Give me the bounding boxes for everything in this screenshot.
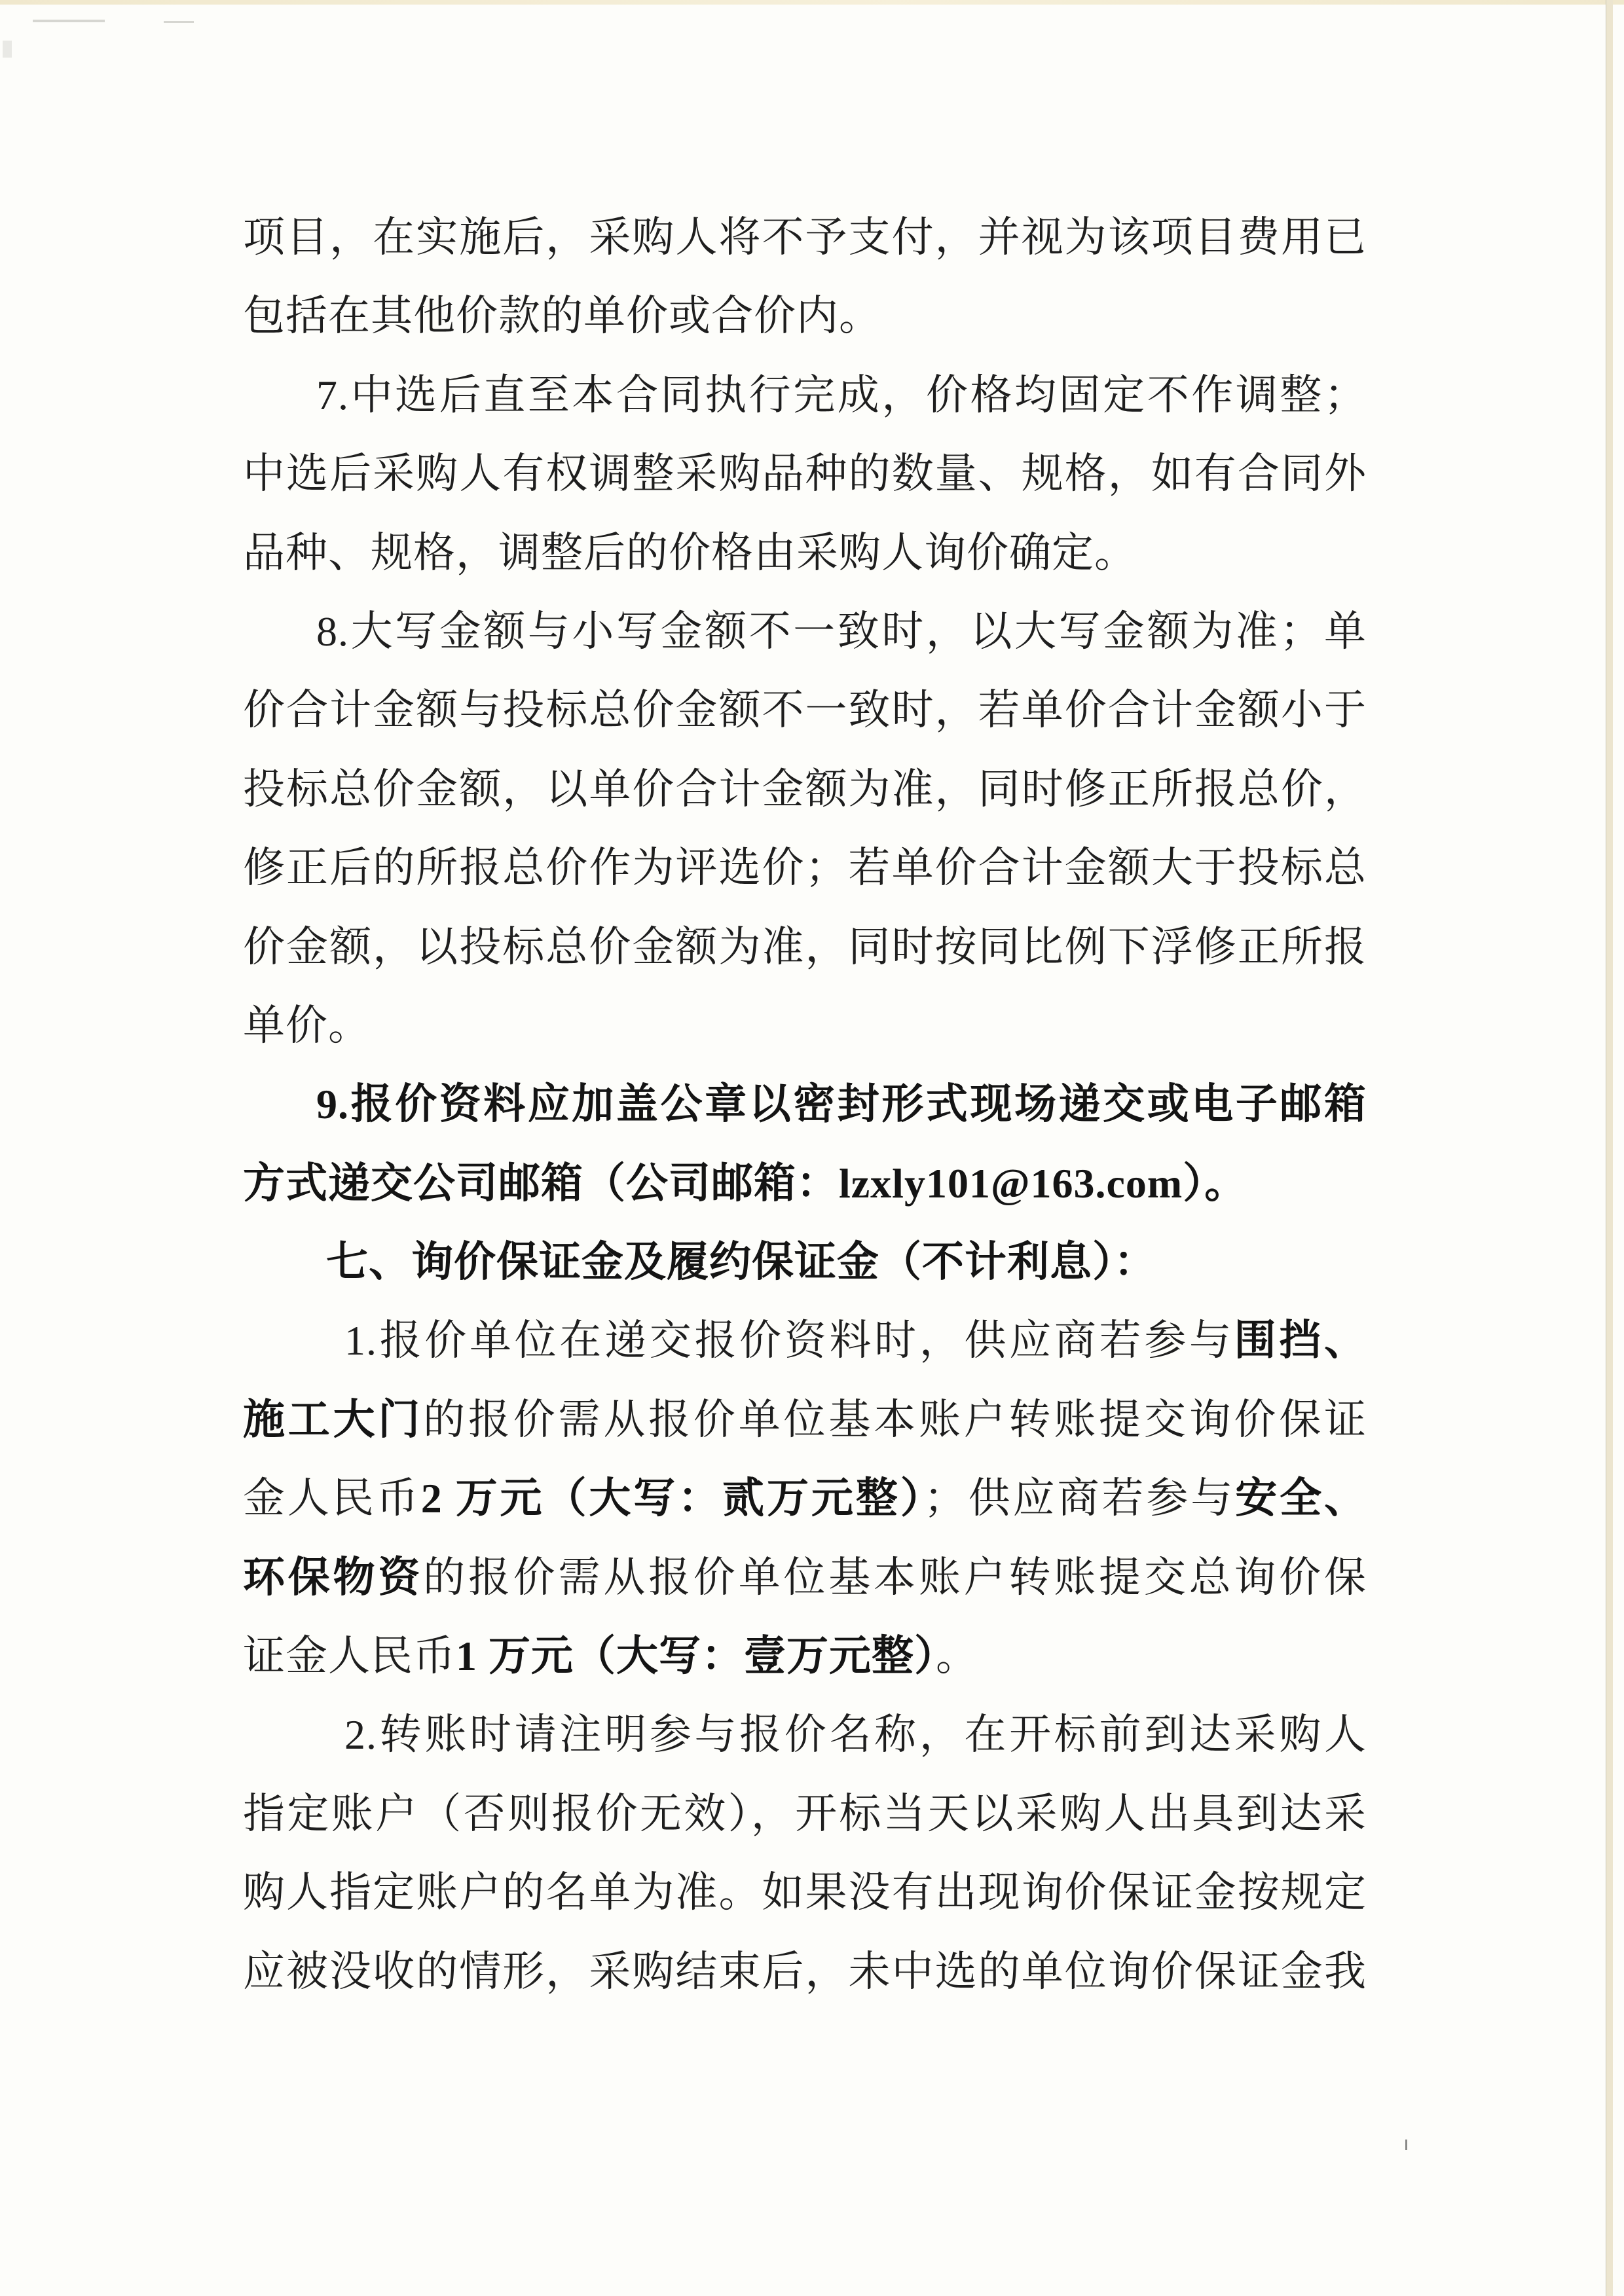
bold-text-run: 9.报价资料应加盖公章以密封形式现场递交或电子邮箱 [316, 1081, 1367, 1128]
document-line [243, 1459, 1367, 1538]
document-line [243, 435, 1367, 513]
text-run: ；供应商若参与 [923, 1475, 1236, 1522]
document-line [243, 1933, 1367, 2011]
text-run: 包括在其他价款的单价或合价内。 [243, 293, 881, 340]
text-run: 8.大写金额与小写金额不一致时，以大写金额为准；单 [316, 608, 1367, 655]
document-line [243, 908, 1367, 987]
bold-text-run: 环保物资 [243, 1554, 424, 1601]
text-run: 中选后采购人有权调整采购品种的数量、规格，如有合同外 [243, 450, 1367, 498]
document-line [243, 671, 1367, 750]
text-run: 指定账户（否则报价无效），开标当天以采购人出具到达采 [243, 1790, 1367, 1837]
text-run: 项目，在实施后，采购人将不予支付，并视为该项目费用已 [243, 214, 1367, 261]
text-run: 价合计金额与投标总价金额不一致时，若单价合计金额小于 [243, 687, 1367, 734]
bold-text-run: 方式递交公司邮箱（公司邮箱：lzxly101@163.com）。 [243, 1159, 1247, 1207]
text-run: 金人民币 [243, 1475, 421, 1522]
document-line [243, 1144, 1367, 1223]
bold-text-run: 围挡、 [1234, 1317, 1367, 1364]
document-line [243, 277, 1367, 355]
text-run: 的报价需从报价单位基本账户转账提交总询价保 [423, 1554, 1367, 1601]
scan-right-edge-artifact [1606, 0, 1613, 2296]
document-line [243, 198, 1367, 277]
document-line [243, 1539, 1367, 1617]
scan-speck [33, 20, 105, 22]
bold-text-run: 安全、 [1235, 1475, 1367, 1522]
text-run: 证金人民币 [243, 1633, 456, 1680]
document-line [243, 1853, 1367, 1932]
document-line [243, 987, 1367, 1065]
document-line [243, 592, 1367, 671]
bold-text-run: 施工大门 [243, 1396, 424, 1443]
text-run: 1.报价单位在递交报价资料时，供应商若参与 [344, 1317, 1234, 1364]
scan-speck [1405, 2140, 1407, 2150]
document-line [243, 514, 1367, 592]
text-run: 单价。 [243, 1002, 371, 1049]
bold-text-run: 七、询价保证金及履约保证金（不计利息）： [326, 1239, 1156, 1286]
text-run: 购人指定账户的名单为准。如果没有出现询价保证金按规定 [243, 1869, 1367, 1916]
scan-speck [3, 41, 12, 58]
text-run: 2.转账时请注明参与报价名称，在开标前到达采购人 [344, 1711, 1367, 1758]
document-line [243, 1617, 1367, 1696]
bold-text-run: 1 万元（大写：壹万元整） [456, 1633, 936, 1680]
document-line [243, 1302, 1367, 1380]
text-run: 价金额，以投标总价金额为准，同时按同比例下浮修正所报 [243, 923, 1367, 970]
document-line [243, 1065, 1367, 1144]
text-run: 修正后的所报总价作为评选价；若单价合计金额大于投标总 [243, 845, 1367, 892]
document-body [243, 198, 1367, 2011]
document-line [243, 750, 1367, 829]
document-line [243, 1775, 1367, 1853]
document-line [243, 356, 1367, 435]
document-line [243, 1223, 1367, 1302]
text-run: 的报价需从报价单位基本账户转账提交询价保证 [423, 1396, 1367, 1443]
document-line [243, 1696, 1367, 1774]
text-run: 7.中选后直至本合同执行完成，价格均固定不作调整； [316, 371, 1367, 418]
scan-speck [164, 21, 194, 23]
text-run: 应被没收的情形，采购结束后，未中选的单位询价保证金我 [243, 1948, 1367, 1995]
bold-text-run: 2 万元（大写：贰万元整） [420, 1475, 924, 1522]
text-run: 。 [936, 1633, 978, 1680]
document-line [243, 1381, 1367, 1459]
text-run: 投标总价金额，以单价合计金额为准，同时修正所报总价， [243, 765, 1367, 812]
scan-top-edge-artifact [0, 0, 1624, 5]
document-line [243, 829, 1367, 907]
text-run: 品种、规格，调整后的价格由采购人询价确定。 [243, 529, 1137, 576]
